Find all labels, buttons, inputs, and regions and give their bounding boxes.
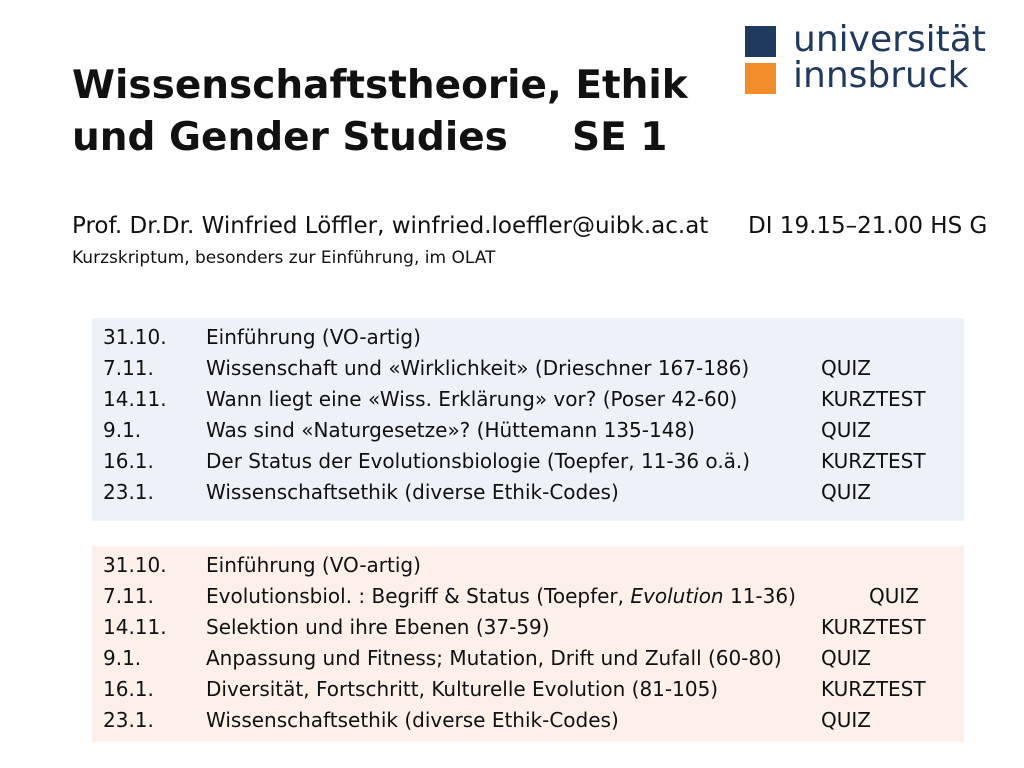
- row-date: 23.1.: [103, 480, 154, 504]
- title-line-2-text: und Gender Studies: [72, 115, 508, 160]
- time-place: DI 19.15–21.00 HS G: [748, 213, 988, 239]
- schedule-row: [103, 322, 964, 353]
- row-tag: KURZTEST: [821, 449, 926, 473]
- script-note: Kurzskriptum, besonders zur Einführung, im OLAT: [72, 248, 496, 268]
- row-date: 9.1.: [103, 418, 142, 442]
- row-topic: Wissenschaft und «Wirklichkeit» (Drieschner 167-186): [206, 356, 750, 380]
- row-tag: QUIZ: [821, 356, 871, 380]
- row-topic: Wissenschaftsethik (diverse Ethik-Codes): [206, 708, 619, 732]
- schedule-row: [103, 550, 964, 581]
- row-tag: KURZTEST: [821, 615, 926, 639]
- logo-line-2: innsbruck: [793, 55, 969, 96]
- title-line-1: Wissenschaftstheorie, Ethik: [72, 63, 688, 108]
- row-topic: Selektion und ihre Ebenen (37-59): [206, 615, 550, 639]
- schedule-row: [103, 612, 964, 643]
- row-date: 9.1.: [103, 646, 142, 670]
- university-logo: [745, 19, 1005, 96]
- row-date: 31.10.: [103, 553, 167, 577]
- logo-blue-square: [745, 26, 776, 57]
- row-date: 16.1.: [103, 449, 154, 473]
- row-topic: Was sind «Naturgesetze»? (Hüttemann 135-148): [206, 418, 695, 442]
- row-date: 16.1.: [103, 677, 154, 701]
- schedule-row: [103, 581, 964, 612]
- schedule-row: [103, 353, 964, 384]
- row-topic: Wissenschaftsethik (diverse Ethik-Codes): [206, 480, 619, 504]
- course-code: SE 1: [572, 115, 668, 160]
- row-topic-book-title: Evolution: [630, 584, 724, 608]
- schedule-row: [103, 384, 964, 415]
- row-topic: Diversität, Fortschritt, Kulturelle Evolution (81-105): [206, 677, 719, 701]
- schedule-row: [103, 446, 964, 477]
- row-tag: KURZTEST: [821, 387, 926, 411]
- row-date: 23.1.: [103, 708, 154, 732]
- row-tag: QUIZ: [821, 646, 871, 670]
- row-tag: KURZTEST: [821, 677, 926, 701]
- schedule-row: [103, 705, 964, 736]
- title-line-2: [72, 112, 672, 164]
- row-date: 7.11.: [103, 584, 154, 608]
- schedule-box-1: [92, 318, 964, 521]
- logo-line-1: universität: [793, 19, 986, 60]
- instructor-line: [72, 213, 988, 239]
- schedule-box-2: [92, 546, 964, 742]
- row-topic: Wann liegt eine «Wiss. Erklärung» vor? (Poser 42-60): [206, 387, 738, 411]
- row-date: 14.11.: [103, 615, 167, 639]
- row-topic: [206, 581, 796, 612]
- slide-title: [72, 60, 688, 164]
- row-date: 31.10.: [103, 325, 167, 349]
- instructor-contact: Prof. Dr.Dr. Winfried Löffler, winfried.loeffler@uibk.ac.at: [72, 213, 709, 239]
- schedule-row: [103, 477, 964, 508]
- schedule-row: [103, 415, 964, 446]
- row-date: 14.11.: [103, 387, 167, 411]
- row-tag: QUIZ: [821, 418, 871, 442]
- row-topic: Der Status der Evolutionsbiologie (Toepfer, 11-36 o.ä.): [206, 449, 751, 473]
- logo-orange-square: [745, 63, 776, 94]
- row-topic-post: 11-36): [723, 584, 796, 608]
- row-tag: QUIZ: [821, 708, 871, 732]
- schedule-row: [103, 674, 964, 705]
- row-topic-pre: Evolutionsbiol. : Begriff & Status (Toepfer,: [206, 584, 631, 608]
- row-topic: Einführung (VO-artig): [206, 325, 421, 349]
- row-date: 7.11.: [103, 356, 154, 380]
- row-tag: QUIZ: [821, 480, 871, 504]
- row-tag: QUIZ: [869, 584, 919, 608]
- schedule-row: [103, 643, 964, 674]
- row-topic: Einführung (VO-artig): [206, 553, 421, 577]
- row-topic: Anpassung und Fitness; Mutation, Drift und Zufall (60-80): [206, 646, 782, 670]
- logo-text: [793, 19, 986, 96]
